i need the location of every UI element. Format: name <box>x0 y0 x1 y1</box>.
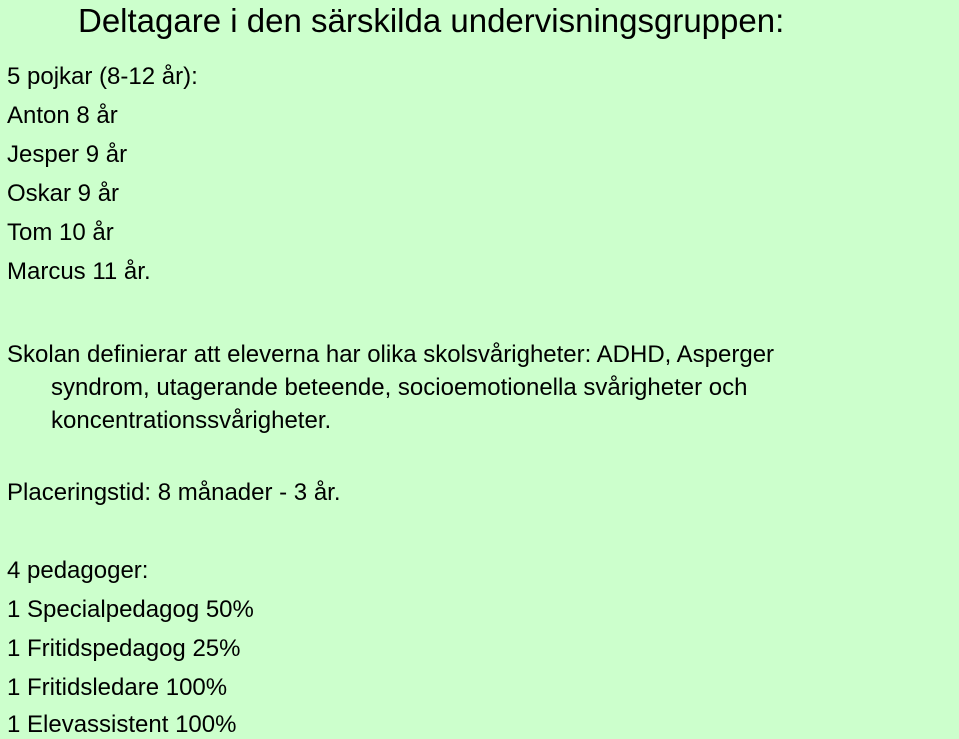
page-title: Deltagare i den särskilda undervisningsgruppen: <box>78 2 785 39</box>
staff-heading: 4 pedagoger: <box>7 557 149 584</box>
staff-member: 1 Elevassistent 100% <box>7 711 237 738</box>
boy-name: Tom 10 år <box>7 219 114 246</box>
boy-name: Jesper 9 år <box>7 141 128 168</box>
difficulties-line: Skolan definierar att eleverna har olika skolsvårigheter: ADHD, Asperger <box>7 341 775 368</box>
difficulties-line: syndrom, utagerande beteende, socioemotionella svårigheter och <box>51 374 748 401</box>
boy-name: Anton 8 år <box>7 102 118 129</box>
boy-name: Marcus 11 år. <box>7 258 151 285</box>
boy-name: Oskar 9 år <box>7 180 120 207</box>
staff-member: 1 Specialpedagog 50% <box>7 596 254 623</box>
boys-heading: 5 pojkar (8-12 år): <box>7 63 198 90</box>
difficulties-line: koncentrationssvårigheter. <box>51 407 332 434</box>
difficulties-paragraph <box>7 338 955 437</box>
placement-time: Placeringstid: 8 månader - 3 år. <box>7 479 341 506</box>
staff-member: 1 Fritidspedagog 25% <box>7 635 241 662</box>
staff-member: 1 Fritidsledare 100% <box>7 674 228 701</box>
